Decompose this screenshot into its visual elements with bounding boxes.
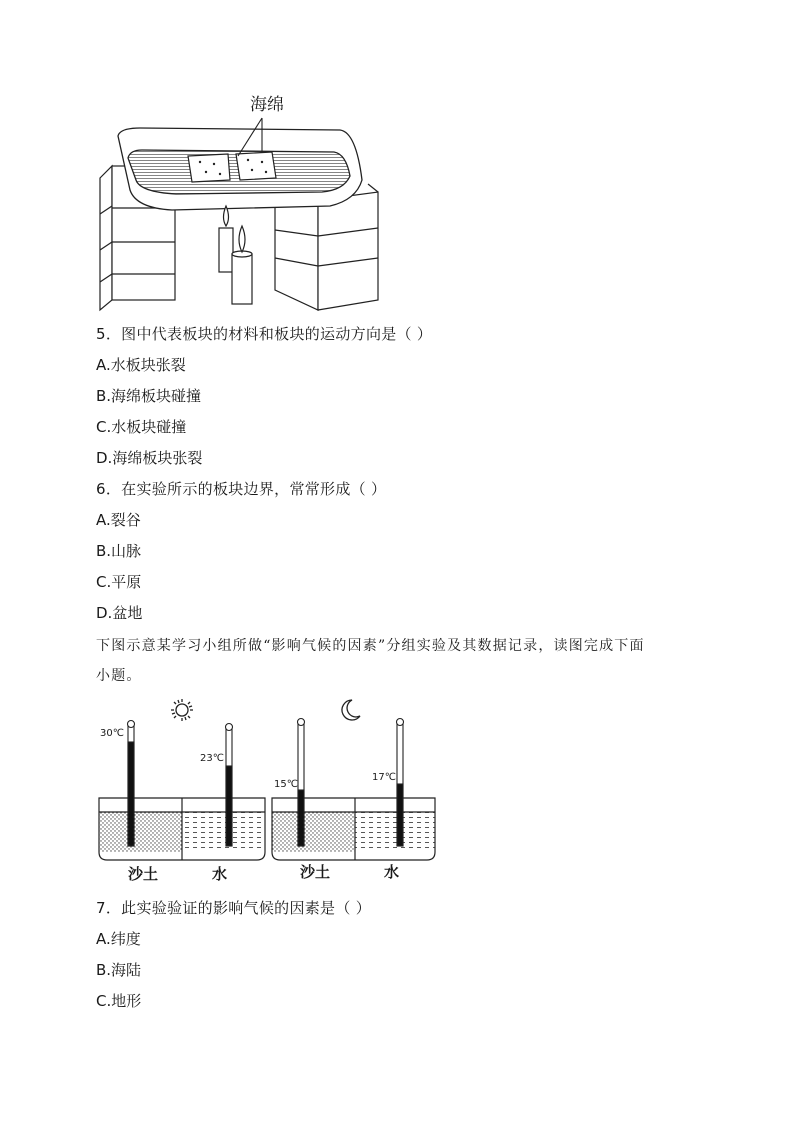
thermometer-night-water — [397, 719, 404, 847]
sand-water-experiment-figure — [96, 694, 442, 890]
day-container — [99, 798, 265, 860]
question-7-option-a: A.纬度 — [96, 930, 141, 948]
question-5-option-d: D.海绵板块张裂 — [96, 449, 203, 467]
night-sand-temp: 15℃ — [274, 779, 298, 790]
day-water-temp: 23℃ — [200, 753, 224, 764]
intro-line-1: 下图示意某学习小组所做“影响气候的因素”分组实验及其数据记录，读图完成下面 — [96, 638, 645, 654]
question-5-stem: 5．图中代表板块的材料和板块的运动方向是（ ） — [96, 325, 433, 343]
night-container — [272, 798, 435, 860]
question-5-option-b: B.海绵板块碰撞 — [96, 387, 202, 405]
question-7-option-c: C.地形 — [96, 992, 142, 1010]
night-water-label: 水 — [384, 863, 400, 881]
moon-icon — [342, 700, 360, 720]
sponge-label: 海绵 — [250, 95, 284, 115]
day-water-label: 水 — [212, 865, 228, 883]
question-7-stem: 7．此实验验证的影响气候的因素是（ ） — [96, 899, 372, 917]
question-6-option-b: B.山脉 — [96, 542, 142, 560]
night-sand-label: 沙土 — [300, 863, 331, 881]
intro-line-2: 小题。 — [96, 668, 142, 684]
night-water-temp: 17℃ — [372, 772, 396, 783]
sun-icon — [171, 699, 193, 721]
thermometer-day-water — [226, 724, 233, 847]
question-6-stem: 6．在实验所示的板块边界，常常形成（ ） — [96, 480, 387, 498]
thermometer-night-sand — [298, 719, 305, 847]
question-6-option-d: D.盆地 — [96, 604, 143, 622]
day-sand-temp: 30℃ — [100, 728, 124, 739]
question-5-option-c: C.水板块碰撞 — [96, 418, 187, 436]
sponge-experiment-figure — [96, 88, 386, 313]
question-6-option-a: A.裂谷 — [96, 511, 141, 529]
question-7-option-b: B.海陆 — [96, 961, 142, 979]
candles — [219, 206, 252, 304]
day-sand-label: 沙土 — [128, 865, 159, 883]
question-6-option-c: C.平原 — [96, 573, 142, 591]
question-5-option-a: A.水板块张裂 — [96, 356, 186, 374]
thermometer-day-sand — [128, 721, 135, 847]
